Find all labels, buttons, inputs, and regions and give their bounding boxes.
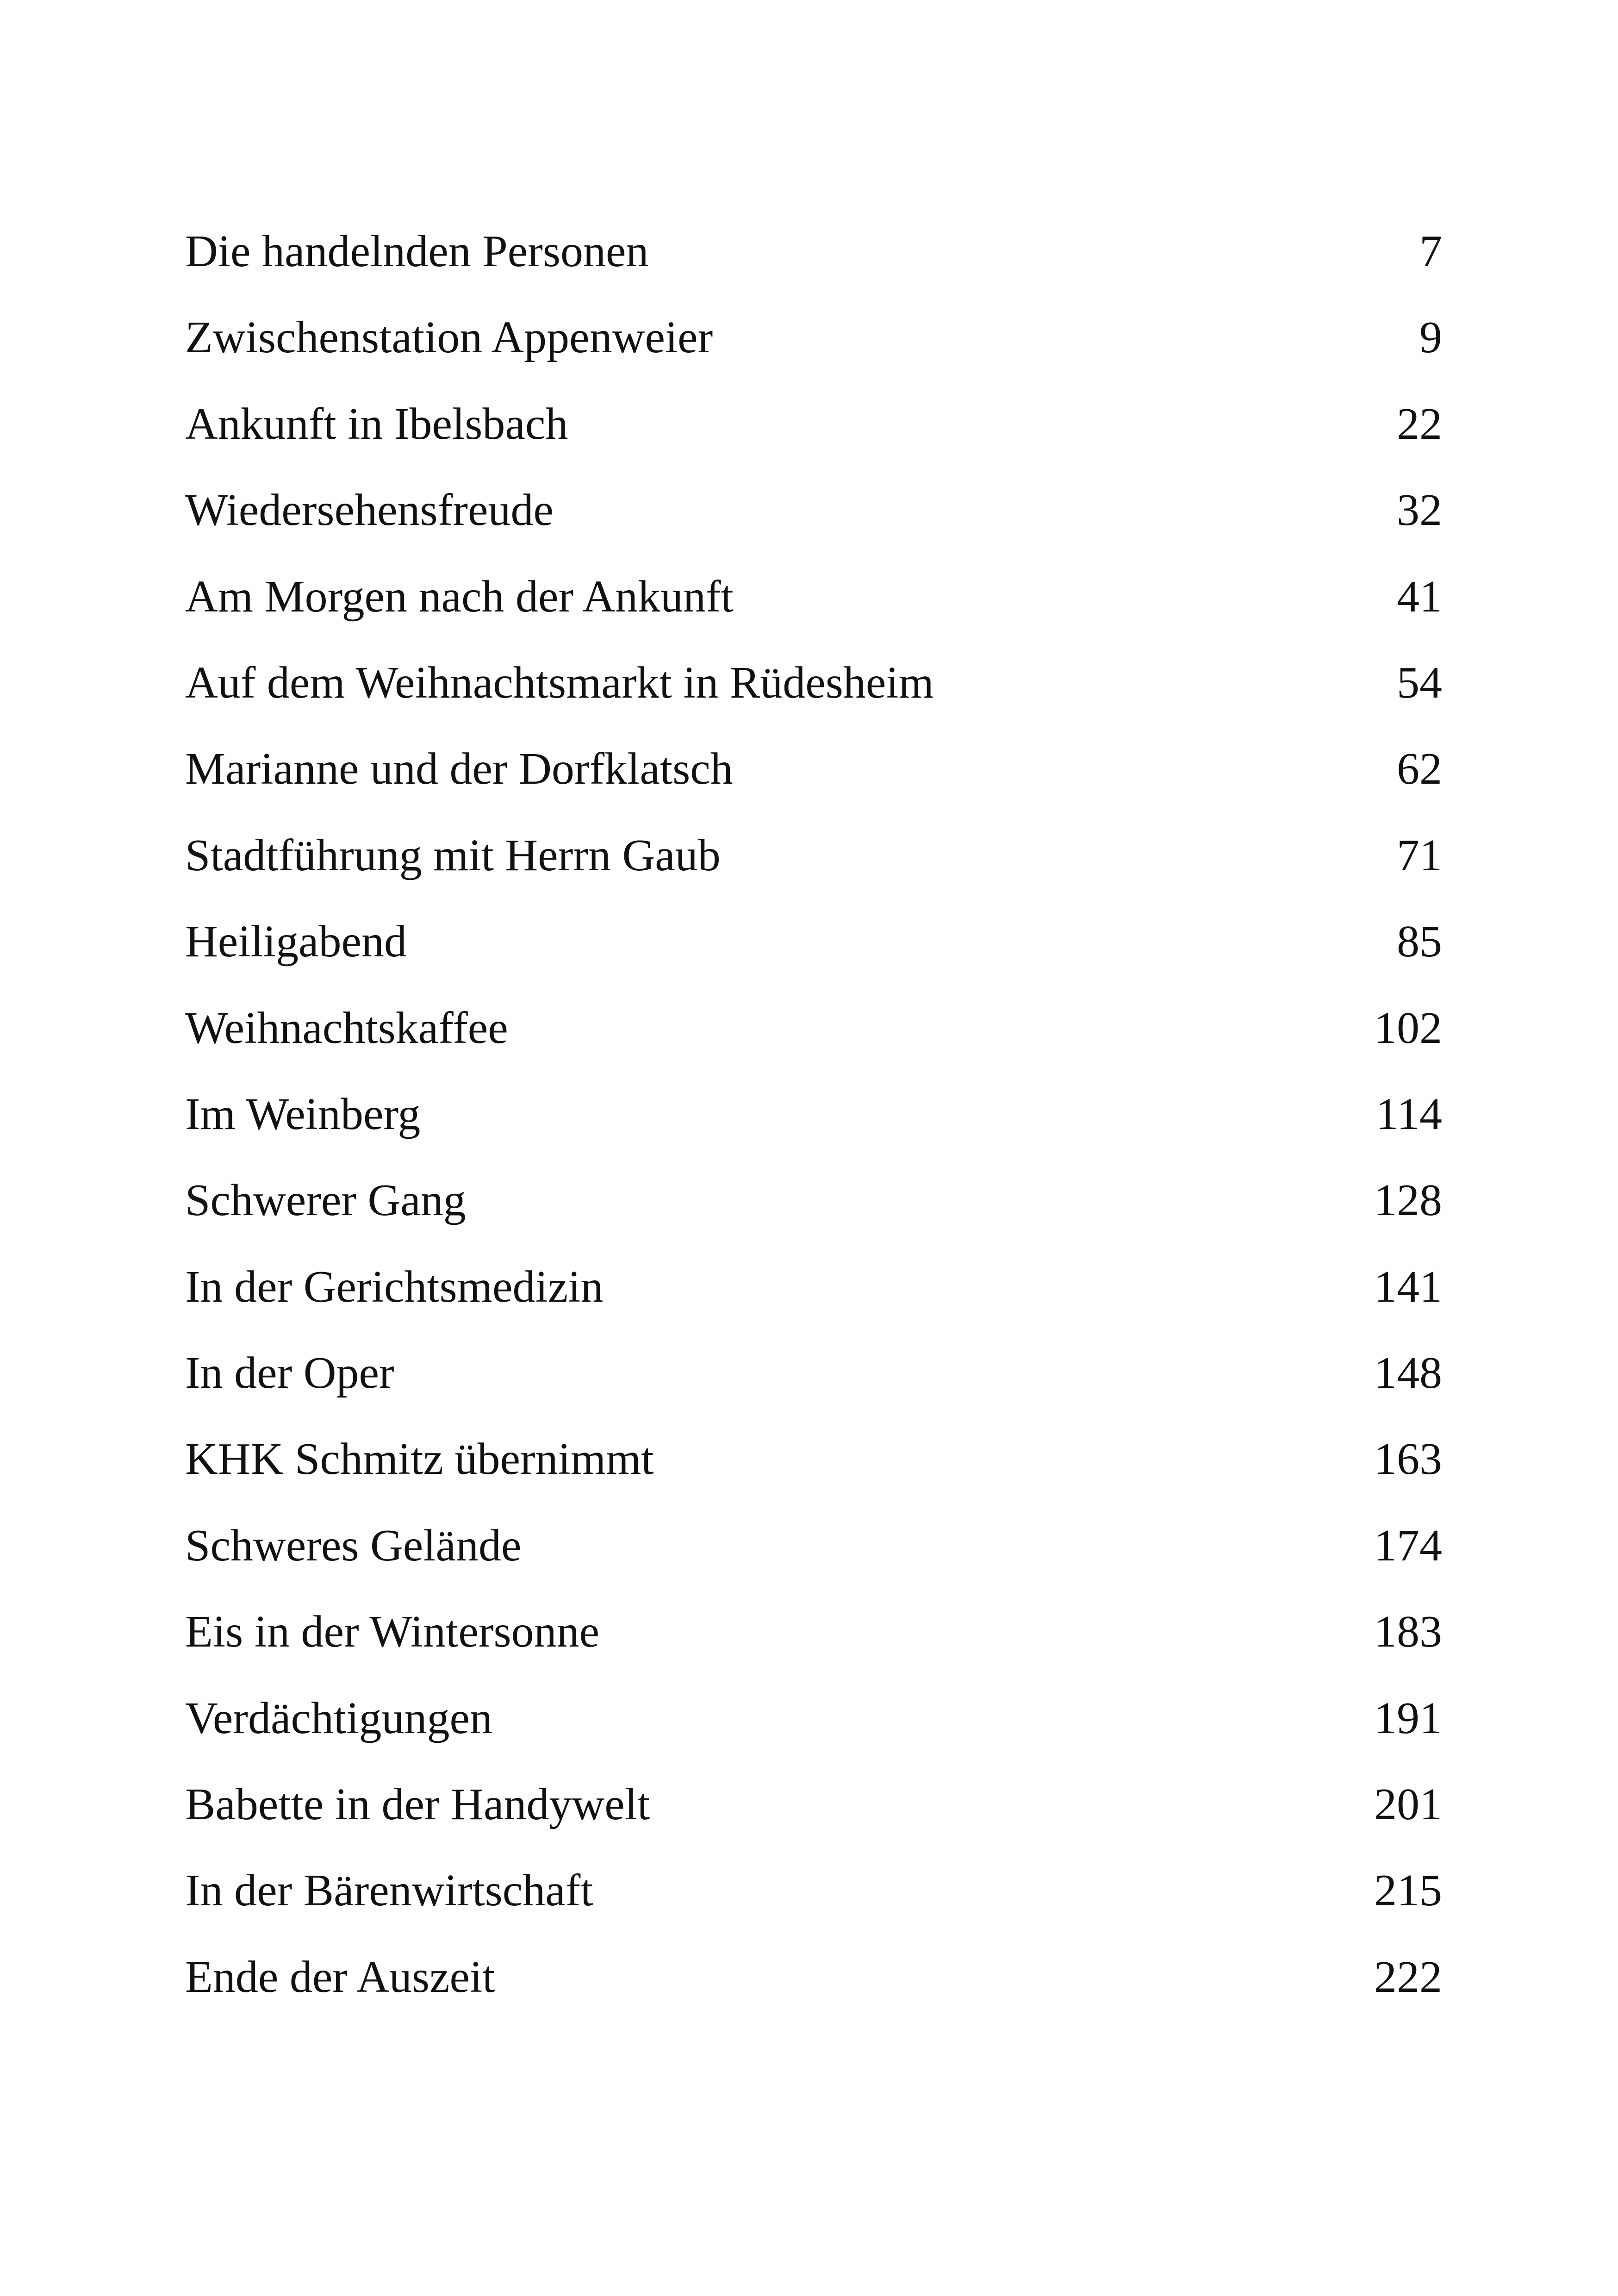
toc-entry-page: 114 [1375, 1089, 1442, 1139]
toc-entry-title: Schwerer Gang [185, 1175, 466, 1226]
toc-entry-title: Babette in der Handywelt [185, 1779, 650, 1830]
toc-entry [185, 303, 1442, 389]
toc-entry [185, 562, 1442, 648]
toc-entry [185, 217, 1442, 303]
toc-entry-page: 201 [1374, 1779, 1442, 1830]
toc-entry-title: Heiligabend [185, 917, 407, 967]
toc-entry-page: 62 [1397, 744, 1442, 794]
toc-entry-page: 22 [1397, 399, 1442, 449]
toc-entry [185, 1079, 1442, 1166]
toc-entry [185, 1856, 1442, 1942]
toc-entry [185, 389, 1442, 475]
toc-entry-page: 71 [1397, 830, 1442, 880]
toc-entry-title: Ankunft in Ibelsbach [185, 399, 568, 449]
toc-entry [185, 734, 1442, 820]
toc-entry [185, 993, 1442, 1079]
toc-entry-page: 85 [1397, 917, 1442, 967]
toc-entry [185, 475, 1442, 562]
toc-entry-page: 191 [1374, 1693, 1442, 1743]
toc-entry-title: Schweres Gelände [185, 1520, 522, 1571]
toc-entry-page: 128 [1374, 1175, 1442, 1226]
toc-entry-title: Wiedersehensfreude [185, 485, 554, 536]
toc-entry-title: In der Gerichtsmedizin [185, 1261, 604, 1312]
toc-entry-page: 222 [1374, 1952, 1442, 2002]
toc-entry [185, 1770, 1442, 1856]
toc-entry-page: 9 [1419, 312, 1442, 363]
toc-entry [185, 1424, 1442, 1510]
toc-entry-page: 141 [1374, 1261, 1442, 1312]
toc-entry-page: 54 [1397, 657, 1442, 708]
toc-entry [185, 821, 1442, 907]
toc-entry-title: Zwischenstation Appenweier [185, 312, 713, 363]
toc-entry [185, 1597, 1442, 1683]
toc-entry [185, 1684, 1442, 1770]
toc-entry [185, 1252, 1442, 1338]
table-of-contents [185, 217, 1442, 2028]
toc-entry-title: Weihnachtskaffee [185, 1003, 508, 1053]
toc-entry-title: Marianne und der Dorfklatsch [185, 744, 733, 794]
toc-entry-page: 102 [1374, 1003, 1442, 1053]
toc-entry-title: Im Weinberg [185, 1089, 421, 1139]
toc-entry [185, 648, 1442, 734]
toc-entry-page: 148 [1374, 1348, 1442, 1398]
toc-entry-page: 163 [1374, 1434, 1442, 1485]
toc-entry-page: 183 [1374, 1607, 1442, 1657]
toc-entry-title: In der Bärenwirtschaft [185, 1866, 593, 1916]
toc-entry [185, 1338, 1442, 1424]
toc-entry-title: Die handelnden Personen [185, 226, 649, 276]
toc-entry-title: Stadtführung mit Herrn Gaub [185, 830, 721, 880]
toc-entry-page: 7 [1419, 226, 1442, 276]
toc-entry-page: 174 [1374, 1520, 1442, 1571]
toc-entry [185, 1166, 1442, 1252]
toc-entry [185, 907, 1442, 993]
toc-entry-title: In der Oper [185, 1348, 394, 1398]
toc-entry-page: 41 [1397, 571, 1442, 622]
toc-entry-title: KHK Schmitz übernimmt [185, 1434, 654, 1485]
toc-entry [185, 1942, 1442, 2028]
toc-entry-title: Eis in der Wintersonne [185, 1607, 600, 1657]
toc-entry-title: Auf dem Weihnachtsmarkt in Rüdesheim [185, 657, 934, 708]
toc-entry [185, 1511, 1442, 1597]
toc-entry-title: Am Morgen nach der Ankunft [185, 571, 734, 622]
toc-entry-page: 32 [1397, 485, 1442, 536]
toc-entry-title: Ende der Auszeit [185, 1952, 495, 2002]
toc-entry-page: 215 [1374, 1866, 1442, 1916]
toc-entry-title: Verdächtigungen [185, 1693, 492, 1743]
